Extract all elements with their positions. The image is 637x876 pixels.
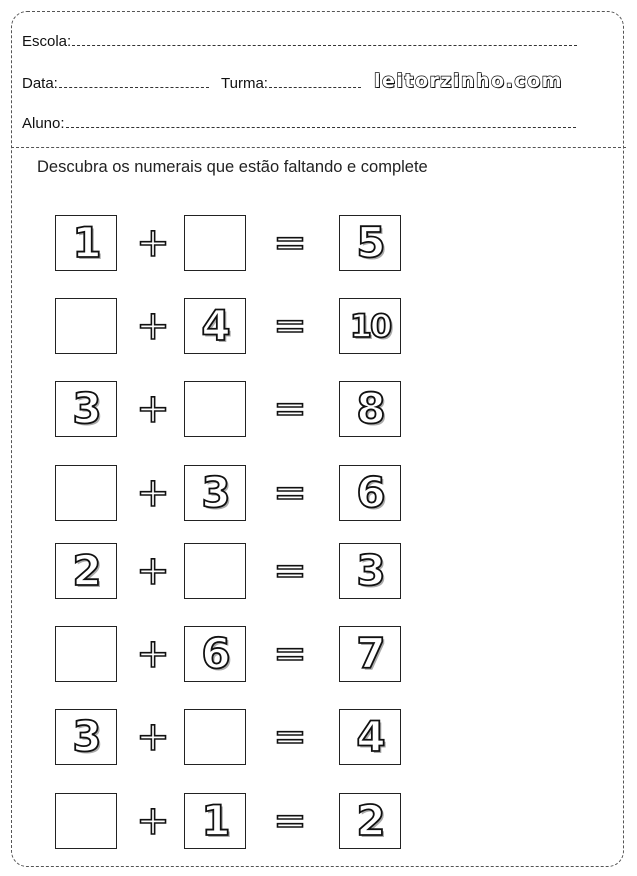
equals-sign: = (273, 714, 307, 760)
addend-a-box[interactable] (55, 626, 117, 682)
class-field[interactable] (221, 75, 361, 92)
exercise-row (0, 215, 637, 275)
result: 3 (356, 546, 384, 595)
result-box (339, 626, 401, 682)
equals-sign: = (273, 386, 307, 432)
school-field[interactable] (22, 33, 577, 50)
exercise-row (0, 793, 637, 853)
result: 7 (356, 629, 384, 678)
result: 6 (356, 468, 384, 517)
equals-sign: = (273, 631, 307, 677)
result: 10 (349, 307, 391, 345)
result: 8 (356, 384, 384, 433)
addend-b: 1 (201, 796, 229, 845)
plus-sign: + (136, 470, 170, 516)
addend-b: 6 (201, 629, 229, 678)
equals-sign: = (273, 220, 307, 266)
addend-b-box[interactable] (184, 543, 246, 599)
addend-b-box[interactable] (184, 215, 246, 271)
exercise-row (0, 709, 637, 769)
exercise-row (0, 543, 637, 603)
addend-a: 3 (72, 384, 100, 433)
addend-b-box[interactable] (184, 381, 246, 437)
header-divider (11, 147, 626, 148)
addend-a-box[interactable] (55, 709, 117, 765)
equals-sign: = (273, 798, 307, 844)
result-box (339, 215, 401, 271)
result-box (339, 709, 401, 765)
exercise-row (0, 381, 637, 441)
plus-sign: + (136, 386, 170, 432)
addend-a-box[interactable] (55, 298, 117, 354)
result-box (339, 465, 401, 521)
addend-b-box[interactable] (184, 709, 246, 765)
addend-a-box[interactable] (55, 793, 117, 849)
addend-b: 3 (201, 468, 229, 517)
addend-b-box[interactable] (184, 298, 246, 354)
date-label: Data: (22, 75, 58, 92)
student-field[interactable] (22, 115, 576, 132)
plus-sign: + (136, 220, 170, 266)
class-line[interactable] (269, 87, 361, 88)
plus-sign: + (136, 714, 170, 760)
exercise-row (0, 626, 637, 686)
addend-a-box[interactable] (55, 381, 117, 437)
addend-a-box[interactable] (55, 543, 117, 599)
addend-b: 4 (201, 301, 229, 350)
result: 4 (356, 712, 384, 761)
student-line[interactable] (66, 127, 576, 128)
brand-logo: leitorzinho.com (374, 70, 563, 92)
addend-b-box[interactable] (184, 465, 246, 521)
instruction-text: Descubra os numerais que estão faltando e complete (37, 158, 428, 176)
exercise-row (0, 298, 637, 358)
addend-a-box[interactable] (55, 215, 117, 271)
result-box (339, 543, 401, 599)
equals-sign: = (273, 548, 307, 594)
school-line[interactable] (72, 45, 577, 46)
result: 2 (356, 796, 384, 845)
result-box (339, 381, 401, 437)
addend-a: 2 (72, 546, 100, 595)
exercise-row (0, 465, 637, 525)
addend-a: 1 (72, 218, 100, 267)
date-field[interactable] (22, 75, 209, 92)
result-box (339, 793, 401, 849)
addend-a: 3 (72, 712, 100, 761)
result-box (339, 298, 401, 354)
plus-sign: + (136, 798, 170, 844)
plus-sign: + (136, 631, 170, 677)
equals-sign: = (273, 470, 307, 516)
school-label: Escola: (22, 33, 72, 50)
equals-sign: = (273, 303, 307, 349)
addend-b-box[interactable] (184, 626, 246, 682)
result: 5 (356, 218, 384, 267)
student-label: Aluno: (22, 115, 65, 132)
addend-a-box[interactable] (55, 465, 117, 521)
date-line[interactable] (59, 87, 209, 88)
class-label: Turma: (221, 75, 268, 92)
plus-sign: + (136, 548, 170, 594)
addend-b-box[interactable] (184, 793, 246, 849)
plus-sign: + (136, 303, 170, 349)
